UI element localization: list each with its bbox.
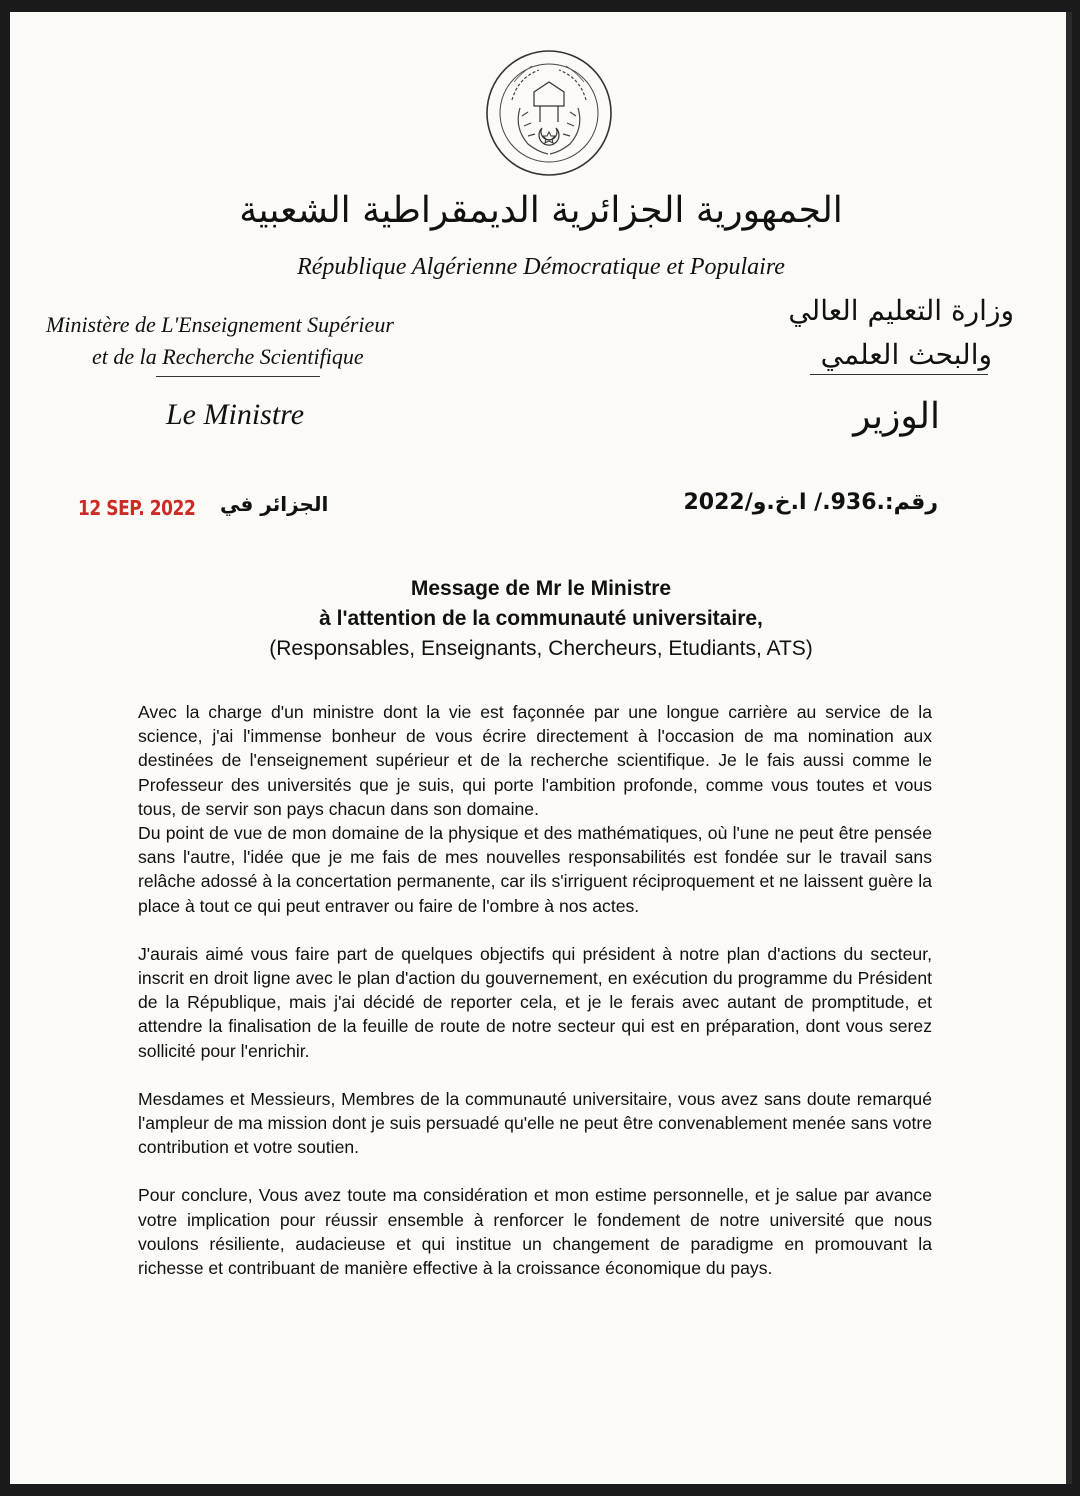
minister-title-french: Le Ministre [166, 398, 305, 431]
body-paragraph: J'aurais aimé vous faire part de quelques objectifs qui président à notre plan d'actions du secteur, inscrit en droit ligne avec le plan d'action du gouvernement, en exécution du programme du Président de la République, mais j'ai décidé de reporter cela, et je le ferais avec autant de promptitude, et attendre la finalisation de la feuille de route de notre secteur qui est en préparation, dont vous serez sollicité pour l'enrichir. [138, 943, 932, 1061]
title-line-2: à l'attention de la communauté universitaire, [319, 607, 763, 630]
title-line-3: (Responsables, Enseignants, Chercheurs, Etudiants, ATS) [269, 637, 813, 660]
title-line-1: Message de Mr le Ministre [410, 577, 672, 600]
divider-right [810, 374, 988, 375]
letter-page [10, 12, 1072, 1484]
body-paragraph: Pour conclure, Vous avez toute ma considération et mon estime personnelle, et je salue par avance votre implication pour réussir ensemble à renforcer le fondement de notre université que nous voulons résiliente, audacieuse et qui institue un changement de paradigme en promouvant la richesse et contribuant de manière effective à la croissance économique du pays. [138, 1185, 932, 1279]
minister-title-arabic: الوزير [853, 396, 940, 437]
reference-number: رقم:.936./ ا.خ.و/2022 [683, 490, 938, 515]
date-stamp: 12 SEP. 2022 [78, 496, 196, 520]
message-body [138, 700, 932, 1280]
body-paragraph: Du point de vue de mon domaine de la physique et des mathématiques, où l'une ne peut être pensée sans l'autre, l'idée que je me fais de mes nouvelles responsabilités est fondée sur le travail sans relâche adossé à la concertation permanente, car ils s'irriguent réciproquement et ne laissent guère la place à tout ce qui peut entraver ou faire de l'ombre à nos actes. [138, 823, 932, 916]
message-title [10, 574, 1072, 664]
arabic-republic-name: الجمهورية الجزائرية الديمقراطية الشعبية [239, 190, 843, 231]
body-paragraph: Mesdames et Messieurs, Membres de la communauté universitaire, vous avez sans doute remarqué l'ampleur de ma mission dont je suis persuadé qu'elle ne peut être convenablement menée sans votre contribution et votre soutien. [138, 1088, 933, 1158]
body-paragraph: Avec la charge d'un ministre dont la vie est façonnée par une longue carrière au service de la science, j'ai l'immense bonheur de vous écrire directement à l'occasion de ma nomination aux destinées de l'enseignement supérieur et de la recherche scientifique. Je le fais aussi comme le Professeur des universités que je suis, qui porte l'ambition profonde, comme vous toutes et vous tous, de servir son pays chacun dans son domaine. [138, 702, 932, 819]
algerian-national-emblem-seal-icon [484, 48, 614, 178]
french-republic-name: République Algérienne Démocratique et Populaire [297, 254, 785, 280]
ministry-arabic-line-2: والبحث العلمي [820, 338, 992, 371]
divider-left [156, 376, 320, 377]
place-label: الجزائر في [220, 492, 329, 516]
ministry-arabic-line-1: وزارة التعليم العالي [788, 294, 1014, 327]
ministry-french-line-2: et de la Recherche Scientifique [92, 344, 364, 369]
ministry-french-line-1: Ministère de L'Enseignement Supérieur [46, 312, 394, 337]
